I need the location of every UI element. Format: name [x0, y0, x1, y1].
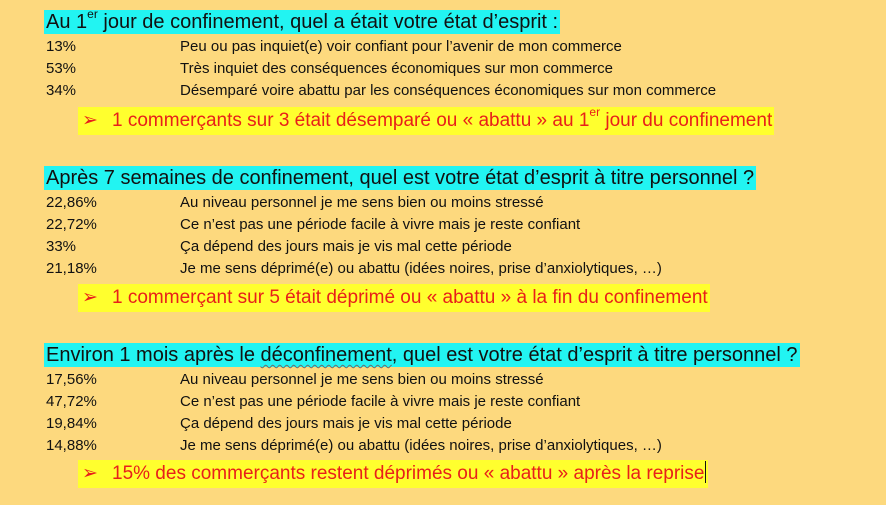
section-seven-weeks	[44, 166, 756, 280]
answer-percent: 19,84%	[46, 415, 97, 432]
conclusion-seven-weeks: ➢ 1 commerçant sur 5 était déprimé ou « abattu » à la fin du confinement	[78, 284, 710, 312]
answer-percent: 22,86%	[46, 194, 97, 211]
question-after-deconfinement: Environ 1 mois après le déconfinement, quel est votre état d’esprit à titre personnel ?	[46, 344, 798, 366]
answer-percent: 21,18%	[46, 260, 97, 277]
answer-percent: 17,56%	[46, 371, 97, 388]
answer-percent: 14,88%	[46, 437, 97, 454]
answer-percent: 13%	[46, 38, 77, 55]
answer-text: Je me sens déprimé(e) ou abattu (idées noires, prise d’anxiolytiques, …)	[180, 437, 662, 454]
answer-percent: 47,72%	[46, 393, 97, 410]
section-after-deconfinement	[44, 343, 800, 457]
text-cursor	[705, 461, 706, 483]
answer-percent: 22,72%	[46, 216, 97, 233]
arrow-bullet-icon: ➢	[82, 463, 98, 484]
answer-text: Ça dépend des jours mais je vis mal cette période	[180, 415, 512, 432]
arrow-bullet-icon: ➢	[82, 287, 98, 308]
answer-row	[44, 435, 800, 457]
answer-text: Ce n’est pas une période facile à vivre mais je reste confiant	[180, 393, 581, 410]
answer-row	[44, 413, 800, 435]
answer-percent: 34%	[46, 82, 77, 99]
answers-first-day	[44, 36, 717, 102]
answer-percent: 33%	[46, 238, 77, 255]
answer-text: Ce n’est pas une période facile à vivre mais je reste confiant	[180, 216, 581, 233]
conclusion-first-day: ➢ 1 commerçants sur 3 était désemparé ou « abattu » au 1er jour du confinement	[78, 107, 774, 135]
answer-text: Au niveau personnel je me sens bien ou moins stressé	[180, 194, 544, 211]
answers-after-deconfinement	[44, 369, 800, 457]
answer-text: Désemparé voire abattu par les conséquences économiques sur mon commerce	[180, 82, 717, 99]
answer-row	[44, 192, 756, 214]
answer-text: Très inquiet des conséquences économiques sur mon commerce	[180, 60, 613, 77]
answer-row	[44, 80, 717, 102]
answer-text: Au niveau personnel je me sens bien ou moins stressé	[180, 371, 544, 388]
question-first-day: Au 1er jour de confinement, quel a était votre état d’esprit :	[46, 7, 559, 33]
arrow-bullet-icon: ➢	[82, 110, 98, 131]
answer-text: Je me sens déprimé(e) ou abattu (idées noires, prise d’anxiolytiques, …)	[180, 260, 662, 277]
conclusion-after-deconfinement[interactable]: ➢ 15% des commerçants restent déprimés ou « abattu » après la reprise	[78, 460, 708, 488]
answer-row	[44, 236, 756, 258]
answer-text: Peu ou pas inquiet(e) voir confiant pour l’avenir de mon commerce	[180, 38, 622, 55]
answers-seven-weeks	[44, 192, 756, 280]
answer-row	[44, 369, 800, 391]
answer-row	[44, 391, 800, 413]
answer-row	[44, 214, 756, 236]
answer-text: Ça dépend des jours mais je vis mal cette période	[180, 238, 512, 255]
answer-row	[44, 58, 613, 80]
answer-percent: 53%	[46, 60, 77, 77]
answer-row	[44, 36, 622, 58]
question-seven-weeks: Après 7 semaines de confinement, quel est votre état d’esprit à titre personnel ?	[46, 167, 755, 189]
spellcheck-word: déconfinement	[260, 344, 392, 366]
answer-row	[44, 258, 756, 280]
section-first-day	[44, 7, 717, 102]
